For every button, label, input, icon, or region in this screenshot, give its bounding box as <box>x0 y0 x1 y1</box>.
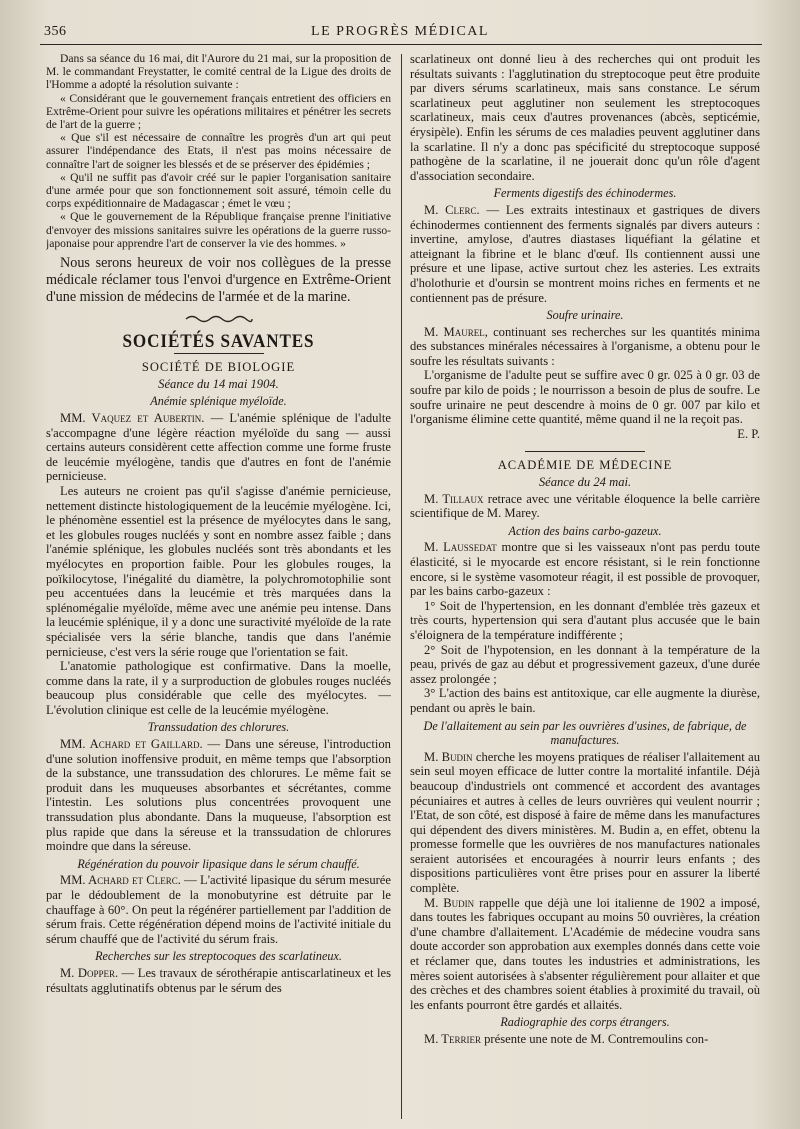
subheading: Régénération du pouvoir lipasique dans le sérum chauffé. <box>77 856 360 871</box>
author-names: M. Tillaux <box>424 491 484 506</box>
author-names: MM. Vaquez et Aubertin. <box>60 411 205 426</box>
section-rule <box>174 353 264 354</box>
paragraph <box>410 896 760 1013</box>
paragraph: « Que le gouvernement de la République française prenne l'initiative d'envoyer des missions sanitaires suivre les opérations de la guerre russo-japonaise pour apprendre l'art de conserver la vie des hommes. » <box>46 210 391 250</box>
paragraph: « Que s'il est nécessaire de connaître les progrès d'un art qui peut assurer l'indépendance des Etats, il n'est pas moins nécessaire de connaître l'art de soigner les blessés et de se préserver des épidémies ; <box>46 131 391 171</box>
paragraph-text: montre que si les vaisseaux n'ont pas perdu toute élasticité, si le myocarde est encore résistant, si le rein fonctionne encore, si le système vasomoteur réagit, il est possible de provoquer, par les bains carbo-gazeux : <box>410 540 760 599</box>
ornament-squiggle <box>184 314 254 324</box>
author-names: M. Laussedat <box>424 540 497 555</box>
subheading: Recherches sur les streptocoques des scarlatineux. <box>95 949 342 964</box>
paragraph: 2° Soit de l'hypotension, en les donnant à la température de la peau, privés de gaz au début et progressivement gazeux, d'une durée assez prolongée ; <box>410 642 760 686</box>
paragraph <box>410 750 760 896</box>
journal-title: LE PROGRÈS MÉDICAL <box>311 24 489 39</box>
paragraph <box>46 873 391 946</box>
paragraph: L'anatomie pathologique est confirmative. Dans la moelle, comme dans la rate, il y a surproduction de globules rouges nucléés beaucoup plus considérable que celle des myélocytes. — L'évolution clinique est celle de la leucémie myélogène. <box>46 659 391 717</box>
column-divider <box>401 54 402 1119</box>
paragraph: scarlatineux ont donné lieu à des recherches qui ont produit les résultats suivants : l'agglutination du streptocoque peut être produite par divers sérums scarlatineux, mais sans constance. Le sérum scarlatineux peut agglutiner non seulement les streptocoques scarlatineux, mais ceux d'autres provenances (abcès, septicémie, érysipèle). Enfin les sérums de ces maladies peuvent agglutiner dans la scarlatine. Il n'y a donc pas spécificité du streptocoque supposé pathogène de la scarlatine, il ne jouerait donc qu'un rôle d'agent d'association secondaire. <box>410 52 760 183</box>
subheading: Anémie splénique myéloïde. <box>150 394 287 409</box>
paragraph <box>46 411 391 484</box>
paragraph-text: rappelle que déjà une loi italienne de 1902 a imposé, dans toutes les fabriques occupant au moins 50 ouvrières, la création d'une chambre d'allaitement. L'Académie de médecine voudra sans doute accorder son approbation aux exemples donnés dans cette voie et réclamer que, dans toutes les industries et administrations, les mères soient autorisées à s'absenter régulièrement pour allaiter et que des crèches et des chambres soient établies à proximité du travail, où les enfants pourront être gardés et allaités. <box>410 895 760 1012</box>
subheading: De l'allaitement au sein par les ouvrières d'usines, de fabrique, de manufactures. <box>423 718 747 748</box>
paragraph-text: présente une note de M. Contremoulins con- <box>480 1032 709 1046</box>
paragraph <box>410 540 760 598</box>
left-column <box>46 52 391 1121</box>
author-names: M. Budin <box>424 895 475 910</box>
society-title: SOCIÉTÉ DE BIOLOGIE <box>141 360 296 375</box>
author-names: MM. Achard et Clerc. <box>60 873 181 888</box>
society-title: ACADÉMIE DE MÉDECINE <box>497 458 673 473</box>
paragraph: 1° Soit de l'hypertension, en les donnant d'emblée très gazeux et très courts, hypertension qui sera d'autant plus accusée que le bain s'éloignera de la température indifférente ; <box>410 598 760 642</box>
paragraph-text: continuant ses recherches sur les quantités minima des substances minérales nécessaires à l'organisme, a obtenu pour le soufre les résultats suivants : <box>410 324 760 368</box>
paragraph <box>46 737 391 854</box>
paragraph-text: — Les travaux de sérothérapie antiscarlatineux et les résultats agglutinatifs obtenus par le sérum des <box>46 965 391 995</box>
section-rule <box>525 451 645 452</box>
paragraph <box>410 1032 760 1047</box>
section-title: SOCIÉTÉS SAVANTES <box>122 330 315 352</box>
subheading: Ferments digestifs des échinodermes. <box>493 186 677 201</box>
author-names: M. Budin <box>424 749 473 764</box>
page-number: 356 <box>44 24 67 39</box>
paragraph-text: — L'activité lipasique du sérum mesurée par le dédoublement de la monobutyrine est détruite par le chauffage à 60°. On peut la régénérer partiellement par l'addition de sérum frais. Cette régénération dépend moins de l'activité initiale du sérum chauffé que de l'activité du sérum frais. <box>46 873 391 946</box>
paragraph-text: — L'anémie splénique de l'adulte s'accompagne d'une légère réaction myéloïde du sang — aussi certains auteurs considèrent cette affection comme une forme fruste de leucémie myélogène, tandis que d'autres en font de l'anémie pernicieuse. <box>46 411 391 484</box>
paragraph <box>410 203 760 305</box>
page-header <box>40 20 760 42</box>
header-rule <box>40 44 762 45</box>
paragraph <box>410 325 760 369</box>
paragraph-text: cherche les moyens pratiques de réaliser l'allaitement au sein seul moyen efficace de lutter contre la mortalité infantile. Déjà beaucoup d'industriels ont commencé et accordent des avantages pécuniaires et autres à celles de leurs ouvrières qui veulent nourrir ; l'Etat, de son côté, est disposé à faire de même dans les manufactures qui dépendent des divers ministères. M. Budin a, en effet, obtenu la promesse formelle que les ouvrières de nos manufactures nationales seraient autorisées et encouragées à nourrir leurs enfants ; des dispositions particulières vont être prises pour en assurer la liberté complète. <box>410 749 760 896</box>
signature: E. P. <box>737 426 760 441</box>
paragraph <box>410 492 760 521</box>
subheading: Soufre urinaire. <box>546 308 624 323</box>
paragraph: 3° L'action des bains est antitoxique, car elle augmente la diurèse, pendant ou après le bain. <box>410 686 760 715</box>
session-date: Séance du 14 mai 1904. <box>158 376 279 391</box>
paragraph: Les auteurs ne croient pas qu'il s'agisse d'anémie pernicieuse, nettement distincte histologiquement de la leucémie myélogène. Ici, le phénomène essentiel est la présence de myélocytes dans le sang, et les globules rouges nucléés y sont en nombre assez faible ; dans l'anémie splénique, les globules nucléés sont très abondants et les myélocytes en proportion faible. Pour les globules rouges, la poïkilocytose, l'inégalité du diamètre, la polychromotophilie sont peu accentuées dans la leucémie et très marquées dans la splénomégalie myéloïde, même avec une anémie peu intense. Dans la leucémie splénique, il y a donc une suractivité myéloïde de la rate spécialisée vers la série blanche, tandis que dans l'anémie pernicieuse, c'est vers la série rouge que l'orientation se fait. <box>46 483 391 659</box>
paragraph: « Considérant que le gouvernement français entretient des officiers en Extrême-Orient pour suivre les opérations militaires et pénétrer les secrets de l'art de la guerre ; <box>46 91 391 132</box>
paragraph-text: — Dans une séreuse, l'introduction d'une solution inoffensive produit, en même temps que l'absorption de la substance, une transsudation des chlorures. Le même fait se produit dans les muqueuses absorbantes et sécrétantes, comme l'intestin. Les solutions plus concentrées provoquent une transsudation plus abondante. Dans la muqueuse, l'absorption est plus rapide que dans la séreuse et la transsudation de chlorures moindre que dans la séreuse. <box>46 737 391 854</box>
author-names: MM. Achard et Gaillard. <box>60 737 203 752</box>
author-names: M. Dopper. <box>60 965 119 980</box>
author-names: M. Clerc. <box>424 202 480 217</box>
ornament-divider <box>46 314 391 329</box>
right-column <box>410 52 760 1121</box>
subheading: Radiographie des corps étrangers. <box>500 1015 670 1030</box>
paragraph <box>46 966 391 995</box>
paragraph: « Qu'il ne suffit pas d'avoir créé sur le papier l'organisation sanitaire d'une armée pour que son fonctionnement soit assuré, témoin celle du corps expéditionnaire de Madagascar ; émet le vœu ; <box>46 170 391 211</box>
author-names: M. Maurel, <box>424 324 488 339</box>
paragraph-text: retrace avec une véritable éloquence la belle carrière scientifique de M. Marey. <box>410 491 760 521</box>
author-names: M. Terrier <box>424 1032 481 1046</box>
session-date: Séance du 24 mai. <box>538 475 632 490</box>
paragraph: Nous serons heureux de voir nos collègues de la presse médicale réclamer tous l'envoi d'urgence en Extrême-Orient d'une mission de médecins de l'armée et de la marine. <box>46 255 391 306</box>
paragraph: L'organisme de l'adulte peut se suffire avec 0 gr. 025 à 0 gr. 03 de soufre par kilo de poids ; le nourrisson a besoin de plus de soufre. Le soufre urinaire ne peut descendre à moins de 0 gr. 007 par kilo et l'organisme élimine cette quantité, même quand il ne la reçoit pas. <box>410 368 760 427</box>
subheading: Action des bains carbo-gazeux. <box>508 523 662 538</box>
paragraph-text: — Les extraits intestinaux et gastriques de divers échinodermes contiennent des ferments signalés par divers auteurs : invertine, amylose, d'autres diastases liquéfiant la gélatine et atteignant la fibrine et le blanc d'œuf. Ils contiennent aussi une présure et une lipase, active surtout chez les asteries. Les extraits d'holothurie et d'oursin se montrent moins riches en ferments et ne contiennent pas de présure. <box>410 202 760 305</box>
subheading: Transsudation des chlorures. <box>147 720 290 735</box>
paragraph: Dans sa séance du 16 mai, dit l'Aurore du 21 mai, sur la proposition de M. le commandant Freystatter, le comité central de la Ligue des droits de l'Homme a adopté la résolution suivante : <box>46 52 391 92</box>
